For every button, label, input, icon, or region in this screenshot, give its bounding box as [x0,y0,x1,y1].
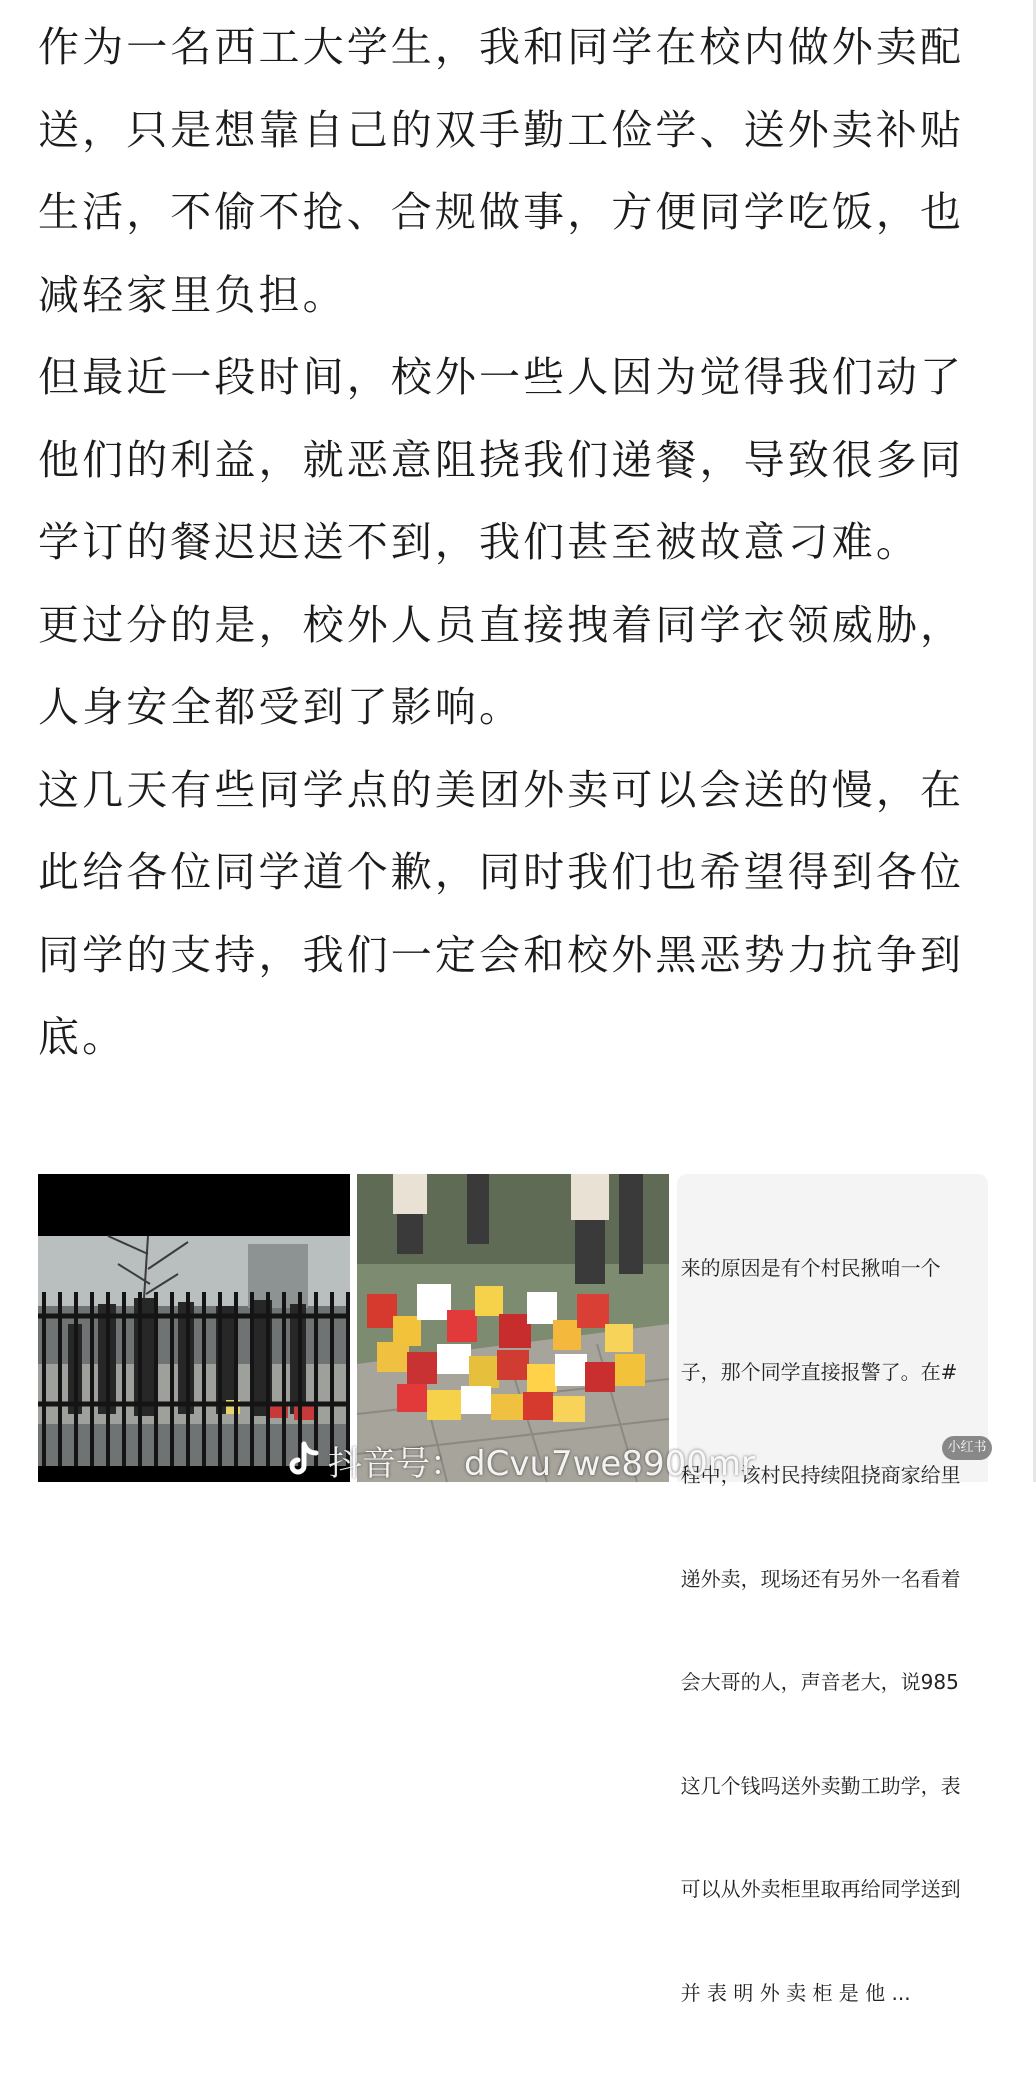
watermark-text: 抖音号：dCvu7we8900mr [328,1443,755,1484]
screenshot-line: 可以从外卖柜里取再给同学送到 [680,1877,961,1901]
screenshot-text-block [677,1182,999,2079]
screenshot-line: 并 表 明 外 卖 柜 是 他 ... [680,1980,911,2005]
source-badge: 小红书 [942,1436,992,1460]
fence-photo-icon [38,1174,350,1482]
article-paragraph-2: 但最近一段时间，校外一些人因为觉得我们动了他们的利益，就恶意阻挠我们递餐，导致很多同学订的餐迟迟送不到，我们甚至被故意刁难。 [38,353,965,566]
screenshot-line: 来的原因是有个村民揪咱一个 [680,1256,941,1280]
article-paragraph-4: 这几天有些同学点的美团外卖可以会送的慢，在此给各位同学道个歉，同时我们也希望得到各位同学的支持，我们一定会和校外黑恶势力抗争到底。 [38,765,965,1061]
article-body [38,6,988,1079]
screenshot-line: 会大哥的人，声音老大，说985 [680,1670,959,1694]
screenshot-line: 递外卖，现场还有另外一名看着 [680,1566,961,1591]
article-paragraph-3: 更过分的是，校外人员直接拽着同学衣领威胁，人身安全都受到了影响。 [38,600,965,731]
tiktok-icon [282,1440,322,1480]
gallery-image-fence[interactable] [38,1174,349,1482]
screenshot-line: 子，那个同学直接报警了。在# [680,1359,958,1384]
douyin-watermark [282,1438,755,1482]
article-paragraph-1: 作为一名西工大学生，我和同学在校内做外卖配送，只是想靠自己的双手勤工俭学、送外卖补贴生活，不偷不抢、合规做事，方便同学吃饭，也减轻家里负担。 [38,23,965,319]
screenshot-line: 程中，该村民持续阻挠商家给里 [680,1463,961,1487]
screenshot-line: 这几个钱吗送外卖勤工助学，表 [680,1773,961,1798]
